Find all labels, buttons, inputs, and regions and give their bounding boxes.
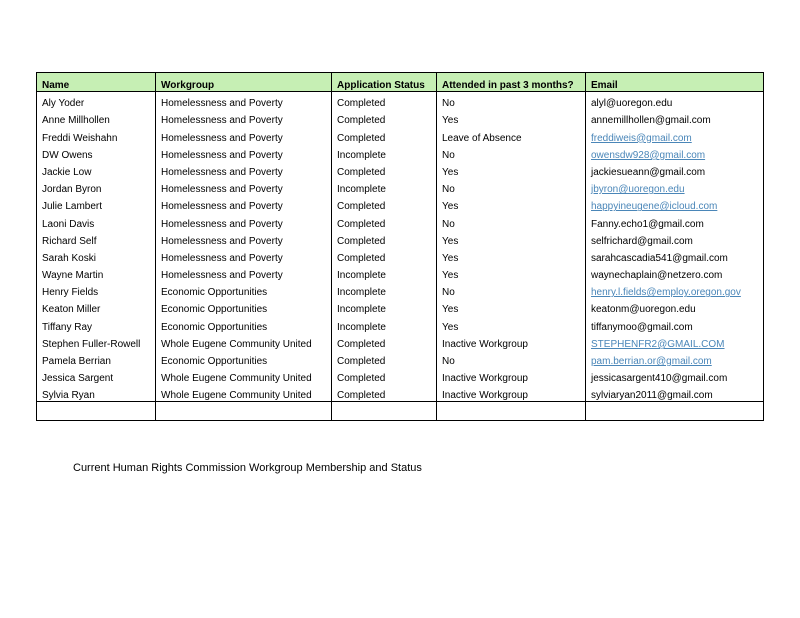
cell-application-status: Completed bbox=[332, 92, 437, 110]
email-link[interactable]: happyineugene@icloud.com bbox=[591, 201, 718, 213]
cell-workgroup: Homelessness and Poverty bbox=[156, 212, 332, 229]
cell-email: sylviaryan2011@gmail.com bbox=[586, 384, 764, 402]
cell-workgroup: Economic Opportunities bbox=[156, 281, 332, 298]
header-application-status: Application Status bbox=[332, 73, 437, 92]
cell-name: Sarah Koski bbox=[37, 247, 156, 264]
cell-workgroup: Homelessness and Poverty bbox=[156, 178, 332, 195]
empty-row bbox=[37, 402, 764, 420]
cell-application-status: Incomplete bbox=[332, 315, 437, 332]
table-row bbox=[37, 298, 764, 315]
cell-application-status: Incomplete bbox=[332, 144, 437, 161]
cell-application-status: Completed bbox=[332, 367, 437, 384]
cell-workgroup: Homelessness and Poverty bbox=[156, 126, 332, 143]
header-row bbox=[37, 73, 764, 92]
cell-workgroup: Homelessness and Poverty bbox=[156, 247, 332, 264]
cell-name: Sylvia Ryan bbox=[37, 384, 156, 402]
cell-application-status: Incomplete bbox=[332, 178, 437, 195]
cell-name: Jordan Byron bbox=[37, 178, 156, 195]
table-row bbox=[37, 315, 764, 332]
cell-application-status: Completed bbox=[332, 230, 437, 247]
cell-name: Richard Self bbox=[37, 230, 156, 247]
cell-workgroup: Whole Eugene Community United bbox=[156, 367, 332, 384]
cell-attended: No bbox=[437, 92, 586, 110]
cell-email: keatonm@uoregon.edu bbox=[586, 298, 764, 315]
table-row bbox=[37, 367, 764, 384]
cell-name: Jessica Sargent bbox=[37, 367, 156, 384]
email-link[interactable]: owensdw928@gmail.com bbox=[591, 149, 706, 161]
cell-workgroup: Homelessness and Poverty bbox=[156, 161, 332, 178]
header-workgroup: Workgroup bbox=[156, 73, 332, 92]
cell-workgroup: Homelessness and Poverty bbox=[156, 230, 332, 247]
cell-application-status: Incomplete bbox=[332, 298, 437, 315]
cell-attended: Yes bbox=[437, 109, 586, 126]
cell-name: Tiffany Ray bbox=[37, 315, 156, 332]
cell-email bbox=[586, 178, 764, 195]
cell-email: alyl@uoregon.edu bbox=[586, 92, 764, 110]
cell-application-status: Incomplete bbox=[332, 264, 437, 281]
table-row bbox=[37, 109, 764, 126]
cell-workgroup: Economic Opportunities bbox=[156, 315, 332, 332]
cell-workgroup: Whole Eugene Community United bbox=[156, 333, 332, 350]
cell-application-status: Completed bbox=[332, 212, 437, 229]
cell-application-status: Completed bbox=[332, 109, 437, 126]
cell-attended: No bbox=[437, 281, 586, 298]
cell-attended: Yes bbox=[437, 264, 586, 281]
cell-name: Keaton Miller bbox=[37, 298, 156, 315]
cell-name: Julie Lambert bbox=[37, 195, 156, 212]
cell-application-status: Completed bbox=[332, 333, 437, 350]
table-row bbox=[37, 281, 764, 298]
cell-attended: Inactive Workgroup bbox=[437, 333, 586, 350]
cell-attended: Yes bbox=[437, 195, 586, 212]
table-row bbox=[37, 178, 764, 195]
table-row bbox=[37, 92, 764, 110]
cell-workgroup: Homelessness and Poverty bbox=[156, 144, 332, 161]
cell-email bbox=[586, 333, 764, 350]
cell-email: waynechaplain@netzero.com bbox=[586, 264, 764, 281]
cell-name: Freddi Weishahn bbox=[37, 126, 156, 143]
cell-name: DW Owens bbox=[37, 144, 156, 161]
table-row bbox=[37, 264, 764, 281]
table-row bbox=[37, 350, 764, 367]
table-caption: Current Human Rights Commission Workgroup Membership and Status bbox=[73, 462, 422, 474]
cell-name: Laoni Davis bbox=[37, 212, 156, 229]
cell-email: tiffanymoo@gmail.com bbox=[586, 315, 764, 332]
empty-cell bbox=[586, 402, 764, 420]
cell-email: selfrichard@gmail.com bbox=[586, 230, 764, 247]
cell-email bbox=[586, 126, 764, 143]
cell-attended: Yes bbox=[437, 230, 586, 247]
cell-name: Stephen Fuller-Rowell bbox=[37, 333, 156, 350]
cell-email: jackiesueann@gmail.com bbox=[586, 161, 764, 178]
empty-cell bbox=[37, 402, 156, 420]
cell-attended: Leave of Absence bbox=[437, 126, 586, 143]
empty-cell bbox=[156, 402, 332, 420]
table-body bbox=[37, 92, 764, 421]
empty-cell bbox=[332, 402, 437, 420]
table-row bbox=[37, 230, 764, 247]
cell-application-status: Incomplete bbox=[332, 281, 437, 298]
table-row bbox=[37, 126, 764, 143]
table-row bbox=[37, 161, 764, 178]
cell-attended: Inactive Workgroup bbox=[437, 384, 586, 402]
cell-name: Wayne Martin bbox=[37, 264, 156, 281]
cell-workgroup: Economic Opportunities bbox=[156, 350, 332, 367]
table-row bbox=[37, 212, 764, 229]
cell-email: jessicasargent410@gmail.com bbox=[586, 367, 764, 384]
empty-cell bbox=[437, 402, 586, 420]
cell-application-status: Completed bbox=[332, 195, 437, 212]
email-link[interactable]: pam.berrian.or@gmail.com bbox=[591, 356, 712, 367]
cell-name: Jackie Low bbox=[37, 161, 156, 178]
cell-workgroup: Homelessness and Poverty bbox=[156, 109, 332, 126]
cell-email bbox=[586, 350, 764, 367]
cell-attended: Yes bbox=[437, 161, 586, 178]
cell-name: Pamela Berrian bbox=[37, 350, 156, 367]
cell-attended: No bbox=[437, 212, 586, 229]
membership-table bbox=[36, 72, 764, 421]
cell-attended: No bbox=[437, 178, 586, 195]
table-row bbox=[37, 144, 764, 161]
cell-application-status: Completed bbox=[332, 350, 437, 367]
table-row bbox=[37, 247, 764, 264]
cell-application-status: Completed bbox=[332, 384, 437, 402]
email-link[interactable]: henry.l.fields@employ.oregon.gov bbox=[591, 287, 741, 299]
cell-email bbox=[586, 281, 764, 298]
cell-workgroup: Homelessness and Poverty bbox=[156, 264, 332, 281]
cell-email bbox=[586, 195, 764, 212]
email-link[interactable]: jbyron@uoregon.edu bbox=[591, 184, 685, 196]
cell-attended: Yes bbox=[437, 247, 586, 264]
table-row bbox=[37, 384, 764, 402]
cell-application-status: Completed bbox=[332, 126, 437, 143]
cell-attended: Yes bbox=[437, 298, 586, 315]
cell-application-status: Completed bbox=[332, 247, 437, 264]
table-row bbox=[37, 333, 764, 350]
cell-name: Henry Fields bbox=[37, 281, 156, 298]
cell-email: annemillhollen@gmail.com bbox=[586, 109, 764, 126]
cell-workgroup: Whole Eugene Community United bbox=[156, 384, 332, 402]
cell-workgroup: Homelessness and Poverty bbox=[156, 92, 332, 110]
header-email: Email bbox=[586, 73, 764, 92]
table-row bbox=[37, 195, 764, 212]
email-link[interactable]: freddiweis@gmail.com bbox=[591, 132, 692, 144]
cell-workgroup: Economic Opportunities bbox=[156, 298, 332, 315]
cell-workgroup: Homelessness and Poverty bbox=[156, 195, 332, 212]
cell-attended: No bbox=[437, 144, 586, 161]
cell-email: Fanny.echo1@gmail.com bbox=[586, 212, 764, 229]
cell-name: Anne Millhollen bbox=[37, 109, 156, 126]
cell-application-status: Completed bbox=[332, 161, 437, 178]
email-link[interactable]: STEPHENFR2@GMAIL.COM bbox=[591, 338, 725, 350]
header-attended: Attended in past 3 months? bbox=[437, 73, 586, 92]
cell-email: sarahcascadia541@gmail.com bbox=[586, 247, 764, 264]
cell-attended: No bbox=[437, 350, 586, 367]
cell-attended: Yes bbox=[437, 315, 586, 332]
cell-name: Aly Yoder bbox=[37, 92, 156, 110]
header-name: Name bbox=[37, 73, 156, 92]
cell-email bbox=[586, 144, 764, 161]
cell-attended: Inactive Workgroup bbox=[437, 367, 586, 384]
